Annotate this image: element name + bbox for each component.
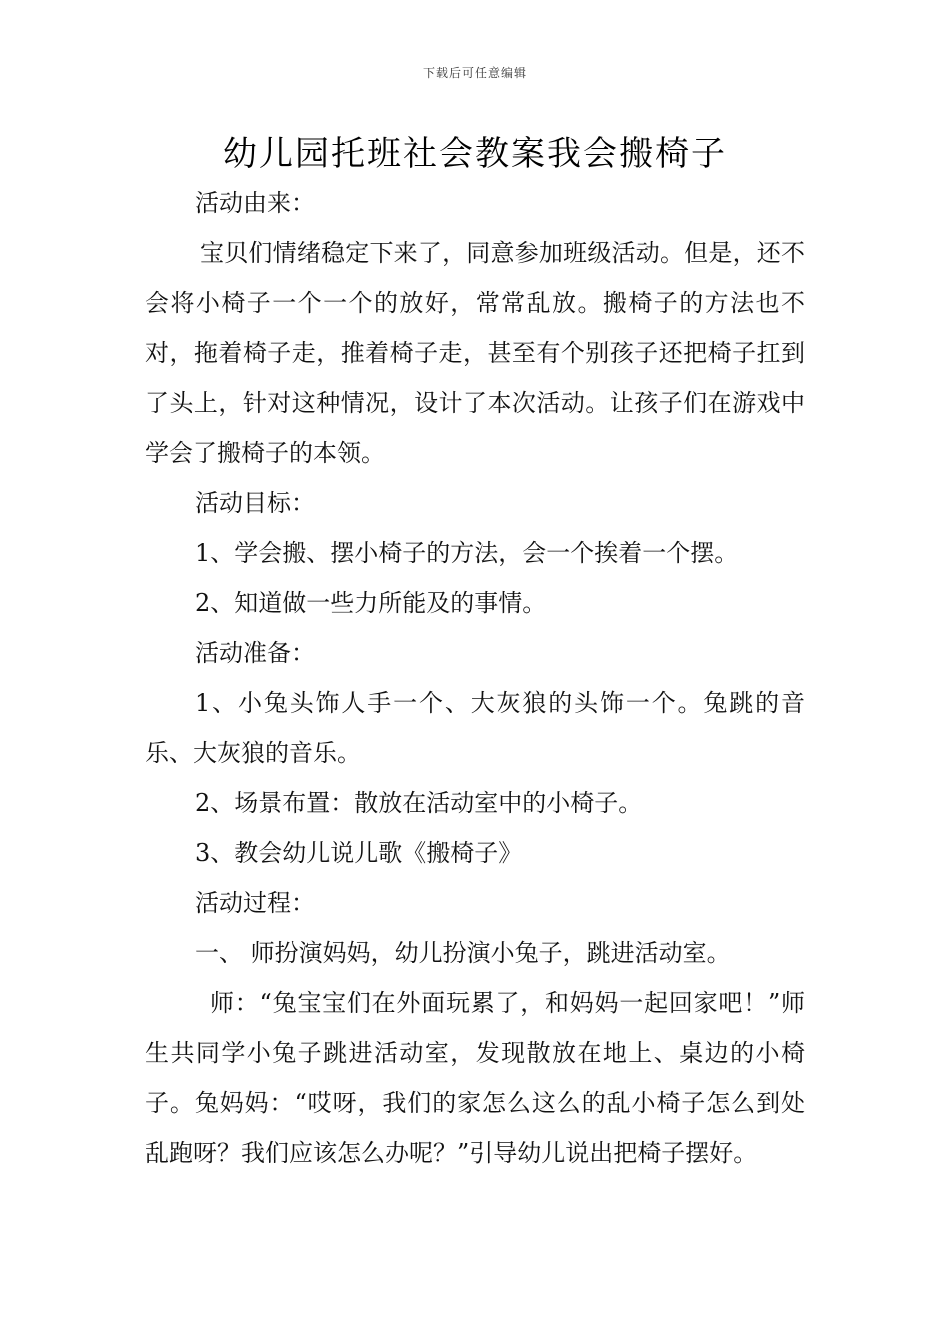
goal-item-2: 2、知道做一些力所能及的事情。: [195, 589, 547, 617]
document-body: [145, 178, 805, 1178]
preparation-item-1: 1、小兔头饰人手一个、大灰狼的头饰一个。兔跳的音乐、大灰狼的音乐。: [145, 689, 805, 767]
document-title: 幼儿园托班社会教案我会搬椅子: [223, 134, 727, 174]
section-heading-goals: 活动目标：: [195, 489, 315, 517]
section-heading-origin: 活动由来：: [195, 189, 315, 217]
process-step-1: 一、 师扮演妈妈，幼儿扮演小兔子，跳进活动室。: [195, 939, 731, 967]
header-note: 下载后可任意编辑: [422, 66, 527, 80]
process-dialogue: 师：“兔宝宝们在外面玩累了，和妈妈一起回家吧！”师生共同学小兔子跳进活动室，发现散放在地上、桌边的小椅子。兔妈妈：“哎呀，我们的家怎么这么的乱小椅子怎么到处乱跑呀？我们应该怎么办呢？”引导幼儿说出把椅子摆好。: [145, 989, 805, 1167]
preparation-item-2: 2、场景布置：散放在活动室中的小椅子。: [195, 789, 643, 817]
section-heading-preparation: 活动准备：: [195, 639, 315, 667]
paragraph-origin: 宝贝们情绪稳定下来了，同意参加班级活动。但是，还不会将小椅子一个一个的放好，常常乱放。搬椅子的方法也不对，拖着椅子走，推着椅子走，甚至有个别孩子还把椅子扛到了头上，针对这种情况，设计了本次活动。让孩子们在游戏中学会了搬椅子的本领。: [145, 239, 805, 467]
section-heading-process: 活动过程：: [195, 889, 315, 917]
goal-item-1: 1、学会搬、摆小椅子的方法，会一个挨着一个摆。: [195, 539, 739, 567]
preparation-item-3: 3、教会幼儿说儿歌《搬椅子》: [195, 839, 523, 867]
